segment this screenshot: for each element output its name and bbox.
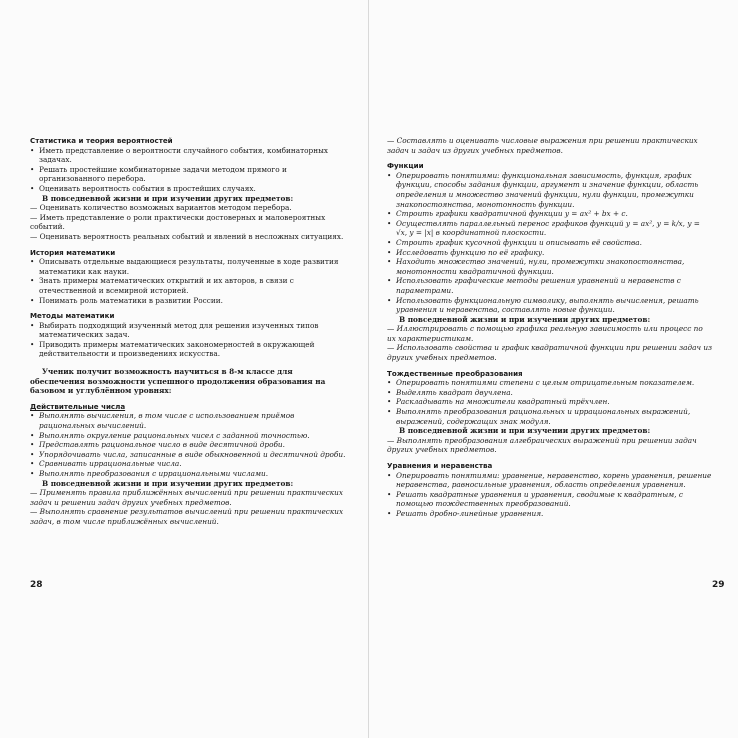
functions-daily-heading: В повседневной жизни и при изучении других предметов: xyxy=(399,314,651,324)
identities-list xyxy=(387,378,713,426)
history-heading: История математики xyxy=(30,247,116,257)
list-item: • Использовать функциональную символику, выполнять вычисления, решать уравнения и неравенства, составлять новые функции. xyxy=(387,296,713,315)
list-item: • Выполнять вычисления, в том числе с использованием приёмов рациональных вычислений. xyxy=(30,411,346,430)
list-item: • Выбирать подходящий изученный метод для решения изученных типов математических задач. xyxy=(30,321,346,340)
identities-daily-heading: В повседневной жизни и при изучении других предметов: xyxy=(399,426,651,436)
list-item: • Оперировать понятиями: функциональная зависимость, функция, график функции, способы задания функции, аргумент и значение функции, область определения и множество значений функции, нули функции, промежутки знакопостоянства, монотонность функции. xyxy=(387,171,713,209)
functions-daily-item: — Использовать свойства и график квадратичной функции при решении задач из других учебных предметов. xyxy=(387,343,712,363)
numbers-daily-item: — Выполнять сравнение результатов вычислений при решении практических задач, в том числе приближённых вычислений. xyxy=(30,507,344,526)
intro-paragraph: Ученик получит возможность научиться в 8-м классе для обеспечения возможности успешного продолжения образования на базовом и углублённом уровнях: xyxy=(30,367,326,396)
stats-daily-item: — Иметь представление о роли практически достоверных и маловероятных событий. xyxy=(30,212,326,232)
list-item: • Выполнять преобразования с иррациональными числами. xyxy=(30,469,346,479)
list-item: • Оценивать вероятность события в простейших случаях. xyxy=(30,184,346,194)
functions-list xyxy=(387,171,713,315)
list-item: • Решать простейшие комбинаторные задачи методом прямого и организованного перебора. xyxy=(30,165,346,184)
stats-daily-heading: В повседневной жизни и при изучении других предметов: xyxy=(42,193,294,203)
functions-heading: Функции xyxy=(387,161,424,171)
list-item: • Использовать графические методы решения уравнений и неравенств с параметрами. xyxy=(387,276,713,295)
methods-heading: Методы математики xyxy=(30,311,115,321)
history-list xyxy=(30,257,346,305)
list-item: • Раскладывать на множители квадратный трёхчлен. xyxy=(387,397,713,407)
right-column xyxy=(387,136,713,519)
list-item: • Решать дробно-линейные уравнения. xyxy=(387,509,713,519)
stats-list xyxy=(30,146,346,194)
list-item: • Оперировать понятиями степени с целым отрицательным показателем. xyxy=(387,378,713,388)
list-item: • Выполнять преобразования рациональных и иррациональных выражений, выражений, содержащих знак модуля. xyxy=(387,407,713,426)
list-item: • Иметь представление о вероятности случайного события, комбинаторных задачах. xyxy=(30,146,346,165)
list-item: • Описывать отдельные выдающиеся результаты, полученные в ходе развития математики как науки. xyxy=(30,257,346,276)
list-item: • Приводить примеры математических закономерностей в окружающей действительности и произведениях искусства. xyxy=(30,340,346,359)
identities-daily-item: — Выполнять преобразования алгебраических выражений при решении задач других учебных предметов. xyxy=(387,435,697,455)
list-item: • Осуществлять параллельный перенос графиков функций y = ax², y = k/x, y = √x, y = |x| в координатной плоскости. xyxy=(387,219,713,238)
list-item: • Выполнять округление рациональных чисел с заданной точностью. xyxy=(30,431,346,441)
numbers-heading: Действительные числа xyxy=(30,401,126,411)
equations-heading: Уравнения и неравенства xyxy=(387,461,493,470)
list-item: • Сравнивать иррациональные числа. xyxy=(30,459,346,469)
numbers-daily-item: — Применять правила приближённых вычислений при решении практических задач и решении задач других учебных предметов. xyxy=(30,488,343,507)
list-item: • Знать примеры математических открытий и их авторов, в связи с отечественной и всемирной историей. xyxy=(30,276,346,295)
list-item: • Строить график кусочной функции и описывать её свойства. xyxy=(387,238,713,248)
right-page xyxy=(369,0,738,738)
list-item: • Оперировать понятиями: уравнение, неравенство, корень уравнения, решение неравенства, равносильные уравнения, область определения уравнения. xyxy=(387,471,713,490)
equations-list xyxy=(387,471,713,519)
list-item: • Упорядочивать числа, записанные в виде обыкновенной и десятичной дроби. xyxy=(30,450,346,460)
list-item: • Представлять рациональное число в виде десятичной дроби. xyxy=(30,440,346,450)
list-item: • Исследовать функцию по её графику. xyxy=(387,248,713,258)
stats-daily-item: — Оценивать вероятность реальных событий и явлений в несложных ситуациях. xyxy=(30,231,344,241)
identities-heading: Тождественные преобразования xyxy=(387,368,523,378)
methods-list xyxy=(30,321,346,359)
list-item: • Находить множество значений, нули, промежутки знакопостоянства, монотонности квадратичной функции. xyxy=(387,257,713,276)
list-item: • Решать квадратные уравнения и уравнения, сводимые к квадратным, с помощью тождественных преобразований. xyxy=(387,490,713,509)
list-item: • Выделять квадрат двучлена. xyxy=(387,388,713,398)
page-number-right: 29 xyxy=(712,580,725,590)
numbers-list xyxy=(30,411,346,478)
stats-daily-item: — Оценивать количество возможных вариантов методом перебора. xyxy=(30,203,292,213)
list-item: • Понимать роль математики в развитии России. xyxy=(30,296,346,306)
left-column xyxy=(30,136,346,527)
functions-daily-item: — Иллюстрировать с помощью графика реальную зависимость или процесс по их характеристикам. xyxy=(387,324,703,343)
numbers-daily-heading: В повседневной жизни и при изучении других предметов: xyxy=(42,478,294,488)
top-dash-item: — Составлять и оценивать числовые выражения при решении практических задач и задач из других учебных предметов. xyxy=(387,136,698,155)
page-number-left: 28 xyxy=(30,580,43,590)
list-item: • Строить графики квадратичной функции y = ax² + bx + c. xyxy=(387,209,713,219)
stats-heading: Статистика и теория вероятностей xyxy=(30,136,173,145)
